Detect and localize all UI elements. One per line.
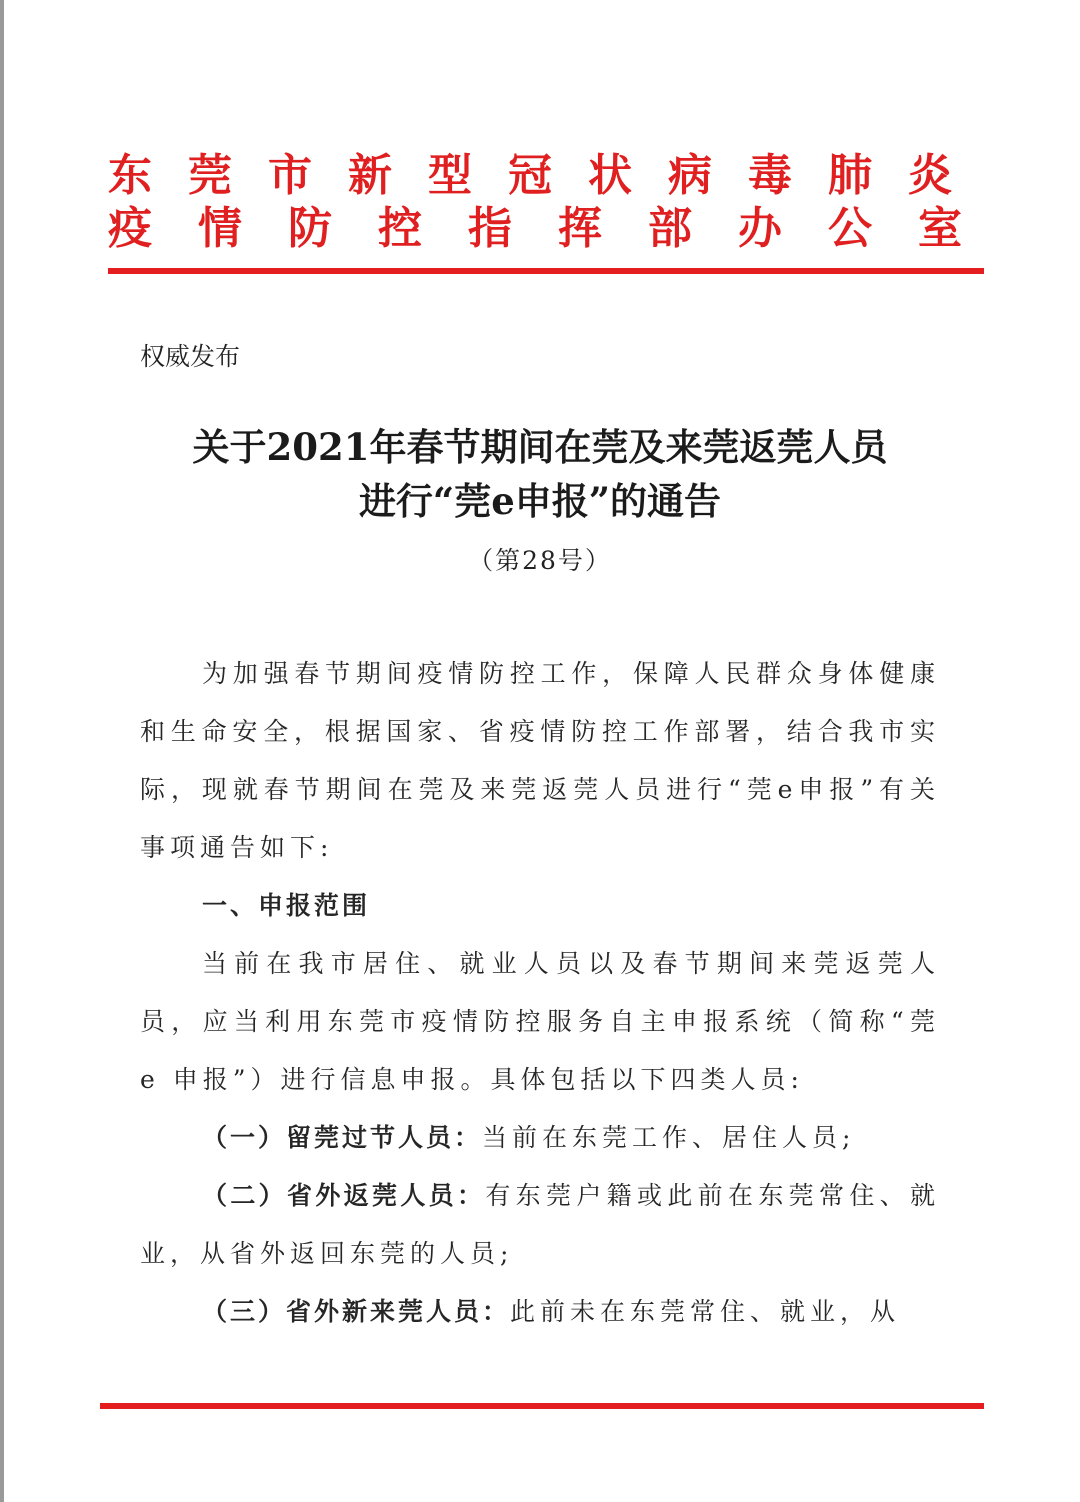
- list-item-text: 有东莞户籍或此前在东莞常住、就业，从省外返回东莞的人员;: [140, 1181, 940, 1268]
- list-item: [140, 1109, 940, 1167]
- document-title-line2: 进行“莞e申报”的通告: [358, 479, 722, 523]
- document-title-line1: 关于2021年春节期间在莞及来莞返莞人员: [192, 425, 888, 469]
- document-number: （第28号）: [468, 546, 612, 575]
- list-item-lead: （三）省外新来莞人员：: [202, 1297, 511, 1326]
- list-item: [140, 1283, 940, 1341]
- intro-paragraph: 为加强春节期间疫情防控工作，保障人民群众身体健康和生命安全，根据国家、省疫情防控工作部署，结合我市实际，现就春节期间在莞及来莞返莞人员进行“莞e申报”有关事项通告如下:: [140, 659, 940, 862]
- list-item-lead: （二）省外返莞人员：: [202, 1181, 486, 1210]
- list-item-text: 此前未在东莞常住、就业，从: [510, 1297, 901, 1326]
- list-item: [140, 1167, 940, 1283]
- release-label: 权威发布: [140, 342, 241, 371]
- section-paragraph: 当前在我市居住、就业人员以及春节期间来莞返莞人员，应当利用东莞市疫情防控服务自主申报系统（简称“莞 e 申报”）进行信息申报。具体包括以下四类人员:: [140, 949, 940, 1094]
- page-left-edge: [0, 0, 4, 1502]
- issuer-title-line1: 东莞市新型冠状病毒肺炎: [108, 150, 988, 201]
- list-item-lead: （一）留莞过节人员：: [202, 1123, 483, 1152]
- header-red-divider: [108, 268, 984, 274]
- section-heading: 一、申报范围: [202, 891, 371, 920]
- footer-red-divider: [100, 1403, 984, 1409]
- document-body: [140, 645, 940, 1341]
- list-item-text: 当前在东莞工作、居住人员;: [482, 1123, 856, 1152]
- issuer-title-line2: 疫情防控指挥部办公室: [108, 203, 1008, 254]
